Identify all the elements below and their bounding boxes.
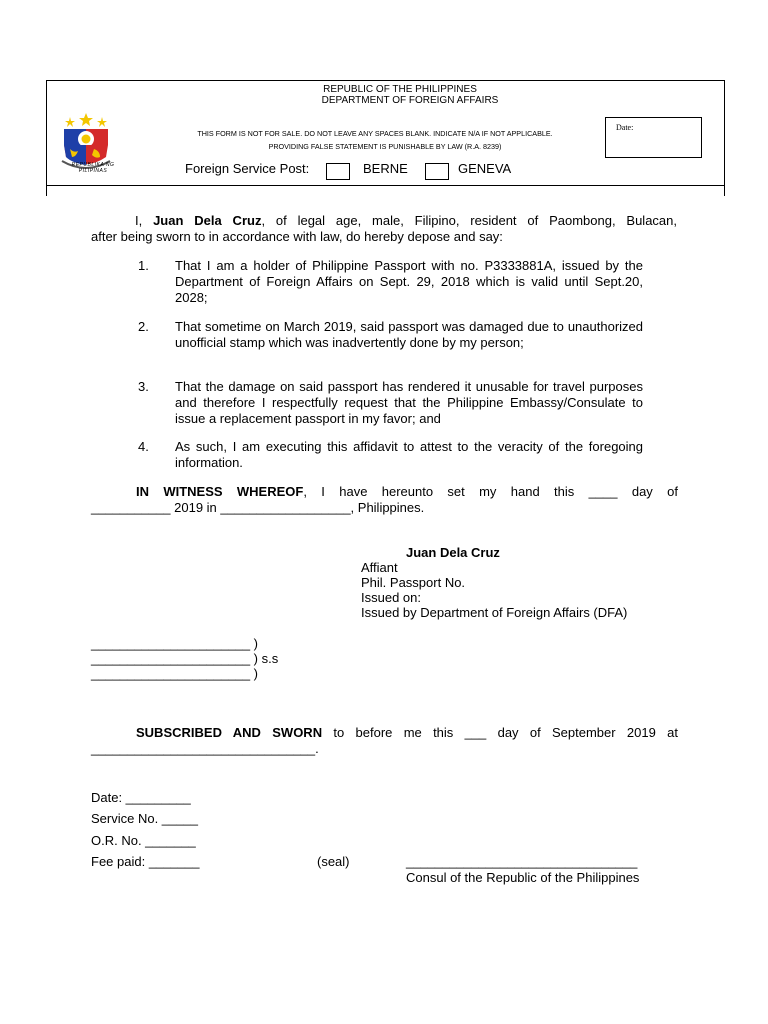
- fee-date: Date: _________: [91, 790, 191, 805]
- header-republic: REPUBLIC OF THE PHILIPPINES: [323, 84, 477, 95]
- sworn-line1: SUBSCRIBED AND SWORN to before me this ___ day of September 2019 at: [136, 725, 678, 740]
- affiant-name: Juan Dela Cruz: [406, 545, 500, 560]
- item-text: That I am a holder of Philippine Passport with no. P3333881A, issued by the Department of Foreign Affairs on Sept. 29, 2018 which is valid until Sept.20, 2028;: [175, 258, 643, 305]
- intro-line2: after being sworn to in accordance with law, do hereby depose and say:: [91, 229, 503, 244]
- geneva-label: GENEVA: [458, 161, 512, 176]
- item-number: 2.: [138, 319, 149, 334]
- affiant-role: Affiant: [361, 560, 398, 575]
- date-box-label: Date:: [616, 123, 634, 132]
- header-notice: THIS FORM IS NOT FOR SALE. DO NOT LEAVE ANY SPACES BLANK. INDICATE N/A IF NOT APPLICABLE.: [197, 129, 553, 138]
- affiant-name-intro: Juan Dela Cruz: [153, 213, 262, 228]
- fee-paid: Fee paid: _______: [91, 854, 200, 869]
- consul-title: Consul of the Republic of the Philippines: [406, 870, 640, 885]
- affiant-issued-by: Issued by Department of Foreign Affairs (DFA): [361, 605, 628, 620]
- item-text: That the damage on said passport has rendered it unusable for travel purposes and therefore I respectfully request that the Philippine Embassy/Consulate to issue a replacement passport in my favor; and: [175, 379, 643, 426]
- venue-line: ______________________ ): [91, 636, 259, 651]
- fee-service-no: Service No. _____: [91, 811, 198, 826]
- item-number: 3.: [138, 379, 149, 394]
- item-number: 4.: [138, 439, 149, 454]
- seal-caption: REPUBLIKA NG PILIPINAS: [71, 162, 115, 174]
- venue-line: ______________________ ): [91, 666, 259, 681]
- witness-line1: IN WITNESS WHEREOF, I have hereunto set my hand this ____ day of: [136, 484, 678, 499]
- header-tick-right: [724, 186, 725, 196]
- venue-line: ______________________ ) s.s: [91, 651, 279, 666]
- date-box[interactable]: [605, 117, 702, 158]
- post-label: Foreign Service Post:: [185, 161, 310, 176]
- intro-line1: I, Juan Dela Cruz, of legal age, male, Filipino, resident of Paombong, Bulacan,: [135, 213, 677, 228]
- fee-or-no: O.R. No. _______: [91, 833, 196, 848]
- berne-label: BERNE: [363, 161, 408, 176]
- header-tick-left: [46, 186, 47, 196]
- item-text: As such, I am executing this affidavit to attest to the veracity of the foregoing information.: [175, 439, 643, 470]
- geneva-checkbox[interactable]: [425, 163, 449, 180]
- header-penalty: PROVIDING FALSE STATEMENT IS PUNISHABLE BY LAW (R.A. 8239): [268, 142, 502, 151]
- witness-line2: ___________ 2019 in __________________, Philippines.: [91, 500, 425, 515]
- header-department: DEPARTMENT OF FOREIGN AFFAIRS: [321, 95, 499, 106]
- consul-signature-line: ________________________________: [406, 854, 638, 869]
- item-text: That sometime on March 2019, said passport was damaged due to unauthorized unofficial stamp which was inadvertently done by my person;: [175, 319, 643, 350]
- sworn-line2: _______________________________.: [91, 741, 319, 756]
- berne-checkbox[interactable]: [326, 163, 350, 180]
- seal-label: (seal): [317, 854, 350, 869]
- item-number: 1.: [138, 258, 149, 273]
- affiant-passport: Phil. Passport No.: [361, 575, 466, 590]
- affiant-issued-on: Issued on:: [361, 590, 421, 605]
